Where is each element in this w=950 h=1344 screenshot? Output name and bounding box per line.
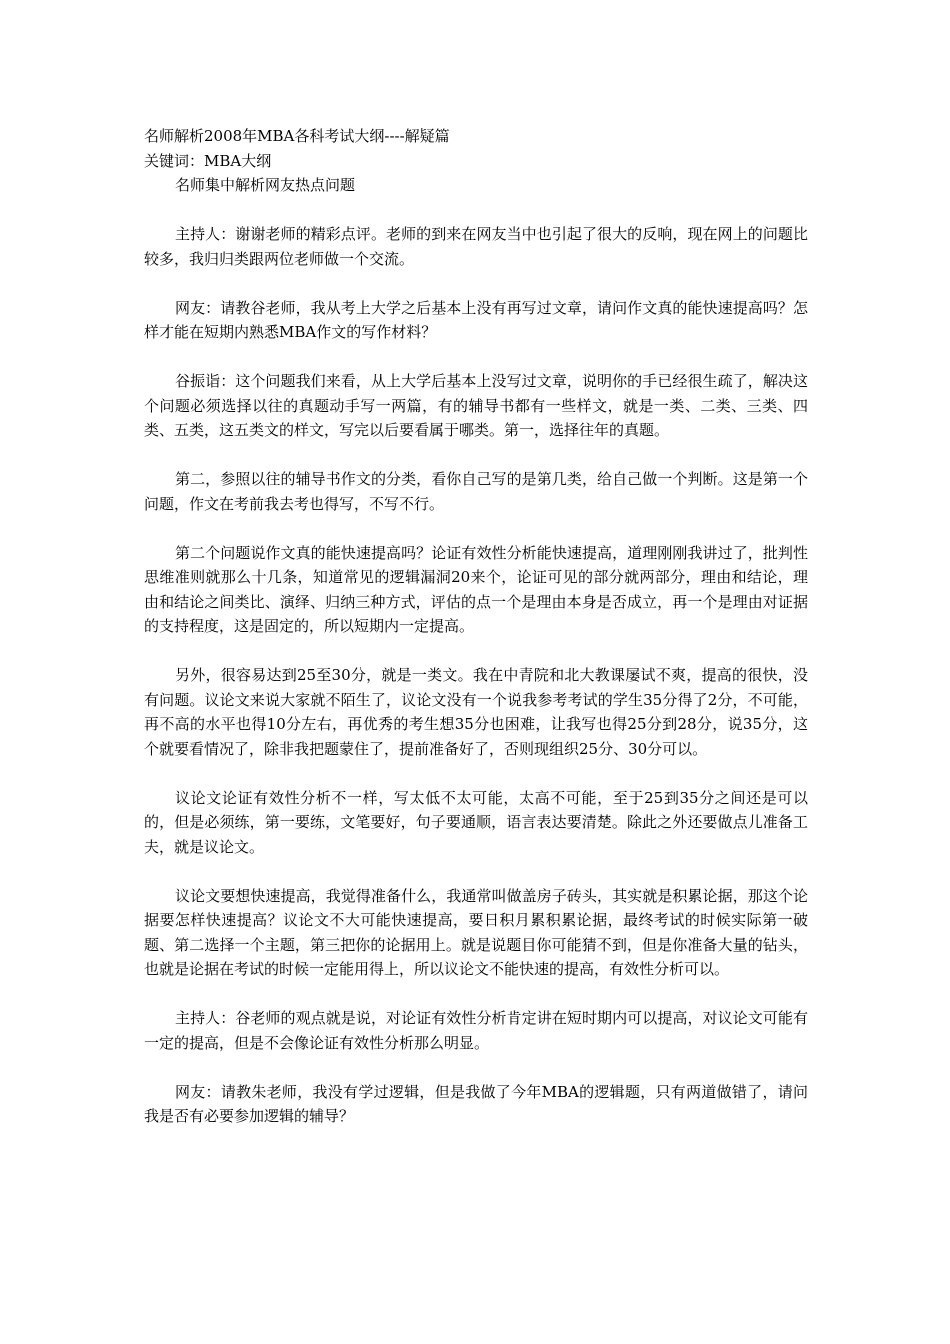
spacer xyxy=(144,198,808,223)
paragraph-answer-1: 谷振诣：这个问题我们来看，从上大学后基本上没写过文章，说明你的手已经很生疏了，解决这个问题必须选择以往的真题动手写一两篇，有的辅导书都有一些样文，就是一类、二类、三类、四类、五类，这五类文的样文，写完以后要看属于哪类。第一，选择往年的真题。 xyxy=(144,372,808,439)
paragraph-question-2: 网友：请教朱老师，我没有学过逻辑，但是我做了今年MBA的逻辑题，只有两道做错了，请问我是否有必要参加逻辑的辅导？ xyxy=(144,1082,808,1125)
paragraph-answer-3: 第二个问题说作文真的能快速提高吗？论证有效性分析能快速提高，道理刚刚我讲过了，批判性思维准则就那么十几条，知道常见的逻辑漏洞20来个，论证可见的部分就两部分，理由和结论，理由和结论之间类比、演绎、归纳三种方式，评估的点一个是理由本身是否成立，再一个是理由对证据的支持程度，这是固定的，所以短期内一定提高。 xyxy=(144,543,808,635)
document-subtitle: 名师集中解析网友热点问题 xyxy=(175,176,356,194)
document-keywords: 关键词：MBA大纲 xyxy=(144,151,272,170)
paragraph-answer-4: 另外，很容易达到25至30分，就是一类文。我在中青院和北大教课屡试不爽，提高的很快，没有问题。议论文来说大家就不陌生了，议论文没有一个说我参考考试的学生35分得了2分，不可能，再不高的水平也得10分左右，再优秀的考生想35分也困难，让我写也得25分到28分，说35分，这个就要看情况了，除非我把题蒙住了，提前准备好了，否则现组织25分、30分可以。 xyxy=(144,666,808,758)
paragraph-answer-2: 第二，参照以往的辅导书作文的分类，看你自己写的是第几类，给自己做一个判断。这是第一个问题，作文在考前我去考也得写，不写不行。 xyxy=(144,470,808,513)
paragraph-answer-6: 议论文要想快速提高，我觉得准备什么，我通常叫做盖房子砖头，其实就是积累论据，那这个论据要怎样快速提高？议论文不大可能快速提高，要日积月累积累论据，最终考试的时候实际第一破题、第二选择一个主题，第三把你的论据用上。就是说题目你可能猜不到，但是你准备大量的钻头，也就是论据在考试的时候一定能用得上，所以议论文不能快速的提高，有效性分析可以。 xyxy=(144,886,808,978)
paragraph-host-intro: 主持人：谢谢老师的精彩点评。老师的到来在网友当中也引起了很大的反响，现在网上的问题比较多，我归归类跟两位老师做一个交流。 xyxy=(144,225,808,268)
document-page xyxy=(144,124,808,1153)
paragraph-host-summary: 主持人：谷老师的观点就是说，对论证有效性分析肯定讲在短时期内可以提高，对议论文可能有一定的提高，但是不会像论证有效性分析那么明显。 xyxy=(144,1009,808,1052)
paragraph-answer-5: 议论文论证有效性分析不一样，写太低不太可能，太高不可能，至于25到35分之间还是可以的，但是必须练，第一要练，文笔要好，句子要通顺，语言表达要清楚。除此之外还要做点儿准备工夫，就是议论文。 xyxy=(144,788,808,856)
paragraph-question-1: 网友：请教谷老师，我从考上大学之后基本上没有再写过文章，请问作文真的能快速提高吗？怎样才能在短期内熟悉MBA作文的写作材料？ xyxy=(144,298,808,341)
document-title: 名师解析2008年MBA各科考试大纲----解疑篇 xyxy=(144,127,450,145)
